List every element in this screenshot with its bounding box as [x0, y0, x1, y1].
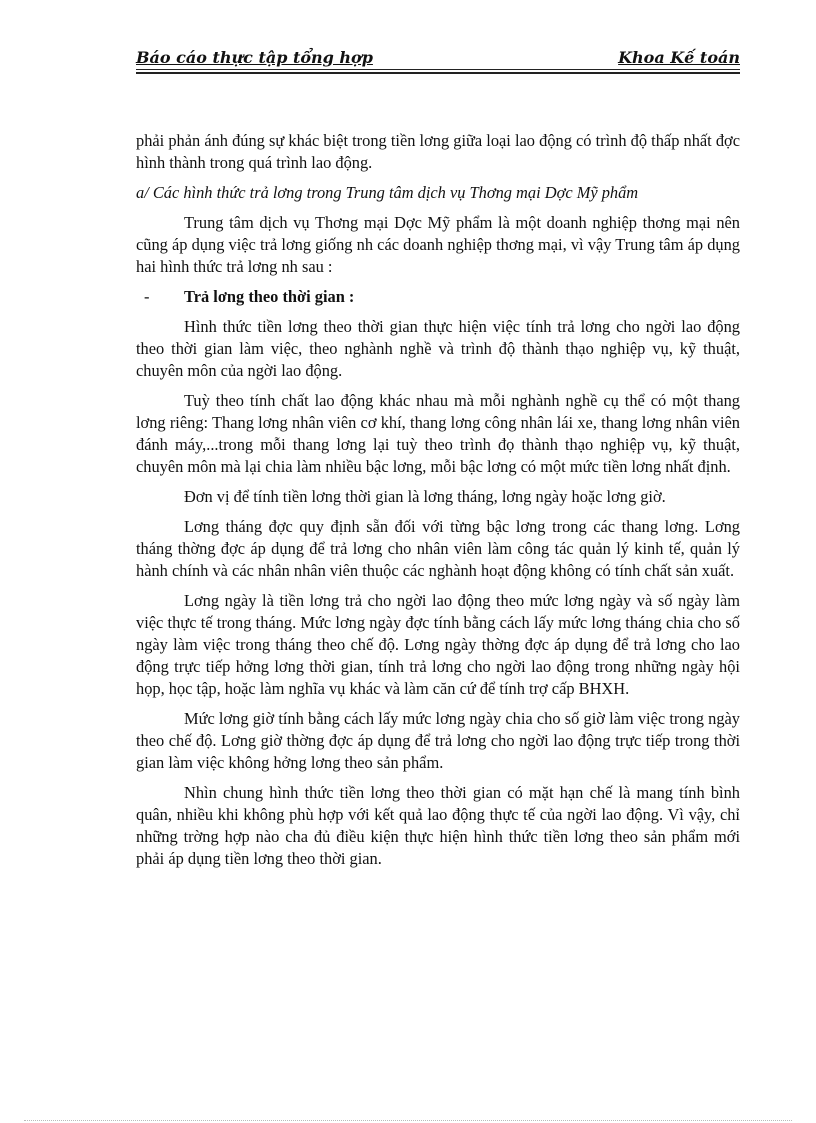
paragraph-conclusion: Nhìn chung hình thức tiền lơng theo thời gian có mặt hạn chế là mang tính bình quân, nhiều khi không phù hợp với kết quả lao động thực tế của ngời lao động. Vì vậy, chỉ những trờng hợp nào cha đủ điều kiện thực hiện hình thức tiền lơng theo sản phẩm mới phải áp dụng tiền lơng theo thời gian. — [136, 783, 740, 868]
header-faculty: Khoa Kế toán — [618, 48, 740, 67]
page-bottom-border — [24, 1120, 792, 1121]
header-report-title: Báo cáo thực tập tổng hợp — [136, 48, 373, 67]
section-heading-wage-forms: a/ Các hình thức trả lơng trong Trung tâm dịch vụ Thơng mại Dợc Mỹ phẩm — [136, 183, 639, 202]
paragraph-wage-units: Đơn vị để tính tiền lơng thời gian là lơng tháng, lơng ngày hoặc lơng giờ. — [184, 487, 666, 506]
paragraph-hourly-wage: Mức lơng giờ tính bằng cách lấy mức lơng ngày chia cho số giờ làm việc trong ngày theo chế độ. Lơng giờ thờng đợc áp dụng để trả lơng cho ngời lao động trực tiếp trong thời gian làm việc không hởng lơng theo sản phẩm. — [136, 709, 740, 772]
header-rule-thick — [136, 72, 740, 74]
document-body — [136, 130, 740, 878]
paragraph-wage-scales: Tuỳ theo tính chất lao động khác nhau mà mỗi nghành nghề cụ thể có một thang lơng riêng: Thang lơng nhân viên cơ khí, thang lơng công nhân lái xe, thang lơng nhân viên đánh máy,...trong mỗi thang lơng lại tuỳ theo trình đọ thành thạo nghiệp vụ, kỹ thuật, chuyên môn mà lại chia làm nhiều bậc lơng, mỗi bậc lơng có một mức tiền lơng nhất định. — [136, 391, 740, 476]
paragraph-daily-wage: Lơng ngày là tiền lơng trả cho ngời lao động theo mức lơng ngày và số ngày làm việc thực tế trong tháng. Mức lơng ngày đợc tính bằng cách lấy mức lơng tháng chia cho số ngày làm việc trong tháng theo chế độ. Lơng ngày thờng đợc áp dụng để trả lơng cho lao động trực tiếp hởng lơng thời gian, tính trả lơng cho ngời lao động trong những ngày hội họp, học tập, hoặc làm nghĩa vụ khác và làm căn cứ để tính trợ cấp BHXH. — [136, 591, 740, 698]
paragraph-time-wage-definition: Hình thức tiền lơng theo thời gian thực hiện việc tính trả lơng cho ngời lao động theo thời gian làm việc, theo nghành nghề và trình độ thành thạo nghiệp vụ, kỹ thuật, chuyên môn của ngời lao động. — [136, 317, 740, 380]
paragraph-intro: Trung tâm dịch vụ Thơng mại Dợc Mỹ phẩm là một doanh nghiệp thơng mại nên cũng áp dụng việc trả lơng giống nh các doanh nghiệp thơng mại, vì vậy Trung tâm áp dụng hai hình thức trả lơng nh sau : — [136, 213, 740, 276]
header-rule — [136, 69, 740, 70]
subheading-text: Trả lơng theo thời gian : — [184, 287, 355, 306]
subheading-time-wage — [136, 286, 740, 308]
list-dash: - — [144, 287, 150, 306]
paragraph-monthly-wage: Lơng tháng đợc quy định sẵn đối với từng bậc lơng trong các thang lơng. Lơng tháng thờng đợc áp dụng để trả lơng cho nhân viên làm công tác quản lý kinh tế, quản lý hành chính và các nhân nhân viên thuộc các nghành hoạt động không có tính chất sản xuất. — [136, 517, 740, 580]
paragraph-continuation: phải phản ánh đúng sự khác biệt trong tiền lơng giữa loại lao động có trình độ thấp nhất đợc hình thành trong quá trình lao động. — [136, 131, 740, 172]
